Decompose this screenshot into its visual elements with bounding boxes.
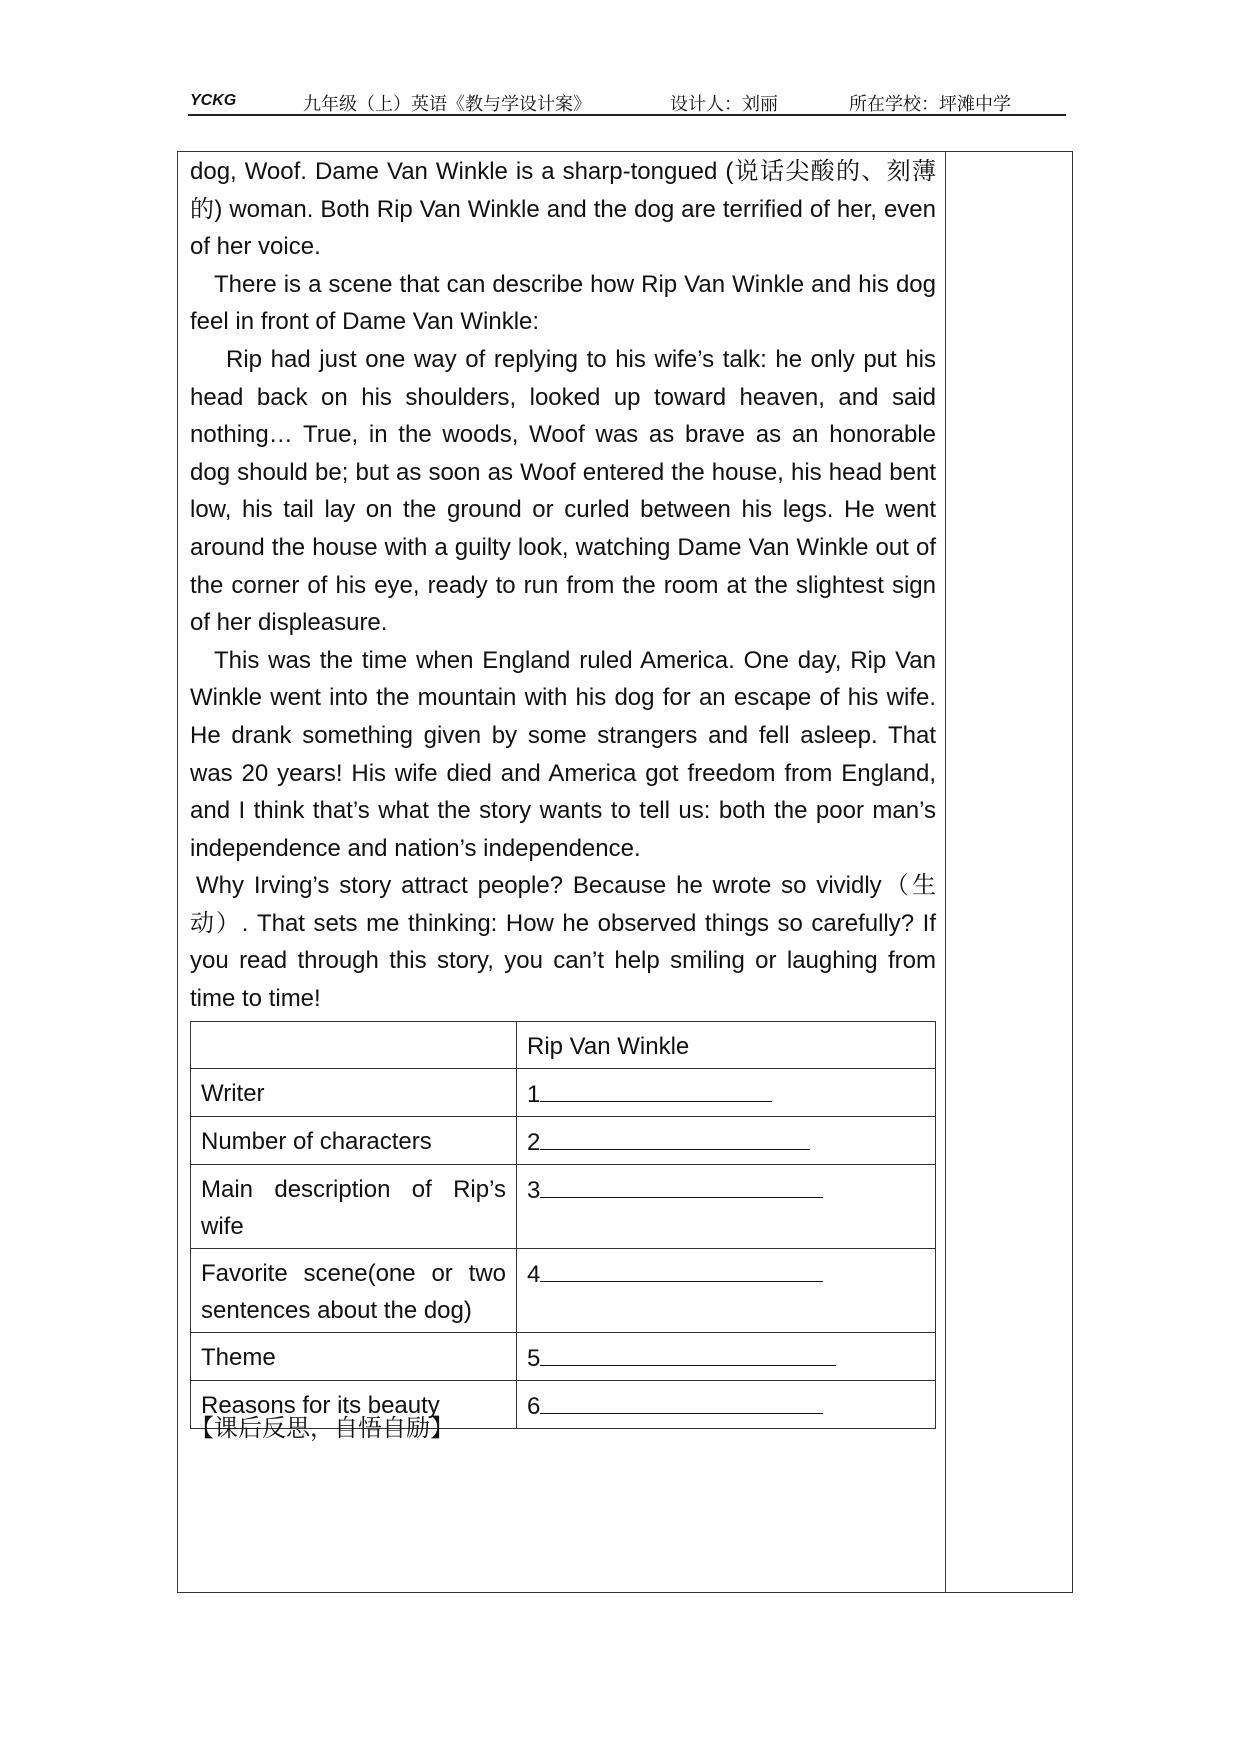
answer-blank[interactable] xyxy=(540,1387,823,1414)
answer-cell[interactable] xyxy=(517,1333,936,1381)
table-row xyxy=(191,1165,936,1249)
page-header xyxy=(188,88,1066,116)
answer-number: 5 xyxy=(527,1345,541,1372)
table-row xyxy=(191,1333,936,1381)
row-label: Theme xyxy=(191,1333,517,1381)
answer-blank[interactable] xyxy=(540,1255,823,1282)
table-header-empty-cell xyxy=(191,1022,517,1069)
answer-number: 2 xyxy=(527,1129,541,1156)
answer-number: 4 xyxy=(527,1261,541,1288)
paragraph-5: Why Irving’s story attract people? Because he wrote so vividly（生动）. That sets me thinking: How he observed things so carefully? If you read through this story, you can’t help smiling or laughing from time to time! xyxy=(190,872,936,1013)
table-row xyxy=(191,1249,936,1333)
answer-blank[interactable] xyxy=(540,1171,823,1198)
row-label: Reasons for its beauty xyxy=(191,1381,517,1429)
paragraph-1: dog, Woof. Dame Van Winkle is a sharp-tongued (说话尖酸的、刻薄的) woman. Both Rip Van Winkle and the dog are terrified of her, even of her voice. xyxy=(190,158,936,261)
answer-number: 6 xyxy=(527,1393,541,1420)
answer-blank[interactable] xyxy=(540,1075,772,1102)
answer-cell[interactable] xyxy=(517,1117,936,1165)
paragraph-2: There is a scene that can describe how Rip Van Winkle and his dog feel in front of Dame Van Winkle: xyxy=(190,270,936,336)
answer-number: 3 xyxy=(527,1177,541,1204)
table-header-title: Rip Van Winkle xyxy=(517,1022,936,1069)
row-label: Main description of Rip’s wife xyxy=(191,1165,517,1249)
paragraph-3-quote: Rip had just one way of replying to his wife’s talk: he only put his head back on his shoulders, looked up toward heaven, and said nothing… True, in the woods, Woof was as brave as an honorable dog should be; but as soon as Woof entered the house, his head bent low, his tail lay on the ground or curled between his legs. He went around the house with a guilty look, watching Dame Van Winkle out of the corner of his eye, ready to run from the room at the slightest sign of her displeasure. xyxy=(190,345,936,637)
paragraph-4: This was the time when England ruled America. One day, Rip Van Winkle went into the mountain with his dog for an escape of his wife. He drank something given by some strangers and fell asleep. That was 20 years! His wife died and America got freedom from England, and I think that’s what the story wants to tell us: both the poor man’s independence and nation’s independence. xyxy=(190,646,936,862)
story-summary-table xyxy=(190,1021,936,1429)
answer-blank[interactable] xyxy=(540,1339,836,1366)
answer-cell[interactable] xyxy=(517,1069,936,1117)
table-row xyxy=(191,1069,936,1117)
row-label: Writer xyxy=(191,1069,517,1117)
header-code: YCKG xyxy=(190,92,237,109)
header-school: 所在学校：坪滩中学 xyxy=(849,94,1011,115)
table-header-row xyxy=(191,1022,936,1069)
header-designer: 设计人：刘丽 xyxy=(670,94,778,115)
row-label: Number of characters xyxy=(191,1117,517,1165)
answer-cell[interactable] xyxy=(517,1249,936,1333)
table-row xyxy=(191,1117,936,1165)
answer-blank[interactable] xyxy=(540,1123,810,1150)
answer-number: 1 xyxy=(527,1081,541,1108)
header-title: 九年级（上）英语《教与学设计案》 xyxy=(303,94,591,115)
reflection-heading: 【课后反思，自悟自励】 xyxy=(190,1414,454,1442)
margin-column-divider xyxy=(945,151,946,1593)
answer-cell[interactable] xyxy=(517,1165,936,1249)
reading-passage xyxy=(190,153,936,1018)
row-label: Favorite scene(one or two sentences about the dog) xyxy=(191,1249,517,1333)
answer-cell[interactable] xyxy=(517,1381,936,1429)
